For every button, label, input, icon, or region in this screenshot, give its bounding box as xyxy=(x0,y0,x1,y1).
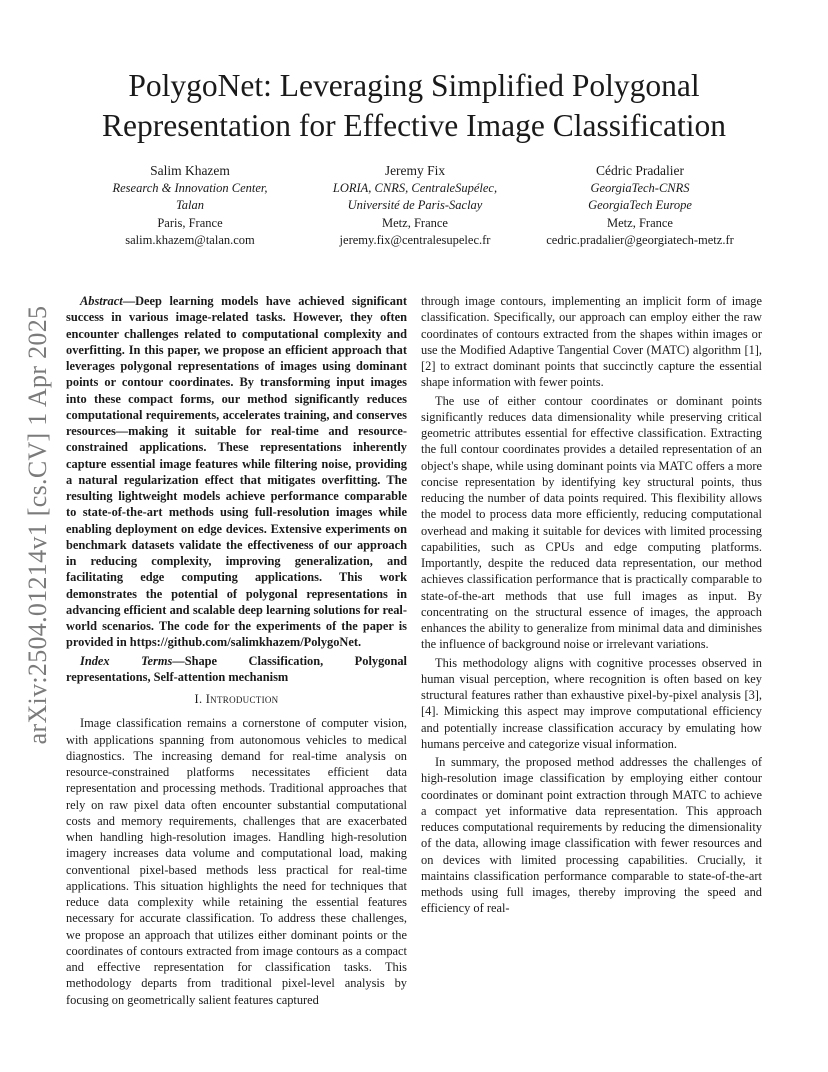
body-paragraph-3: This methodology aligns with cognitive processes observed in human visual perception, where recognition is often based on key structural features rather than exhaustive pixel-by-pixel analysis [3], [4]. Mimicking this aspect may improve computational efficiency and potentially increase classification accuracy by emulating how humans perceive and categorize visual information. xyxy=(421,655,762,751)
section-title: Introduction xyxy=(205,692,279,706)
author-affiliation: GeorgiaTech Europe xyxy=(588,198,692,212)
author-affiliation: Talan xyxy=(175,198,205,212)
author-email: jeremy.fix@centralesupelec.fr xyxy=(339,233,491,247)
section-numeral: I. xyxy=(194,692,206,706)
author-3 xyxy=(520,162,760,250)
paper-title-line-1: PolygoNet: Leveraging Simplified Polygonal xyxy=(128,68,700,103)
author-name: Jeremy Fix xyxy=(384,163,446,178)
arxiv-identifier-text: arXiv:2504.01214v1 [cs.CV] 1 Apr 2025 xyxy=(23,305,52,745)
author-name: Salim Khazem xyxy=(150,163,230,178)
index-terms xyxy=(66,653,407,686)
body-paragraph-4: In summary, the proposed method addresses the challenges of high-resolution image classification by employing either contour coordinates or dominant point extraction through MATC to achieve a compact yet informative data representation. This approach reduces computational requirements by reducing the dimensionality of the data, allowing image classification with fewer resources and on devices with limited processing capabilities. Crucially, it maintains classification performance comparable to state-of-the-art methods using full images, thereby improving the speed and efficiency of real- xyxy=(421,755,762,916)
author-affiliation: LORIA, CNRS, CentraleSupélec, xyxy=(332,180,498,195)
index-terms-text: —Shape Classification, Polygonal representations, Self-attention mechanism xyxy=(66,653,408,684)
author-affiliation: GeorgiaTech-CNRS xyxy=(590,180,690,195)
index-terms-label: Index Terms xyxy=(80,653,173,668)
intro-paragraph-1: Image classification remains a cornerstone of computer vision, with applications spanning from autonomous vehicles to medical diagnostics. The increasing demand for real-time analysis on resource-constrained platforms necessitates efficient data representation and processing methods. Traditional approaches that rely on raw pixel data often encounter substantial computational costs and memory requirements, challenges that are exacerbated when handling high-resolution images. Handling high-resolution imagery increases data volume and computational load, making conventional pixel-based methods less practical for real-time applications. This situation highlights the need for techniques that reduce data complexity while retaining the essential features necessary for accurate classification. To address these challenges, we propose an approach that utilizes either dominant points or the coordinates of contours extracted from image contours as a compact and effective representation for classification tasks. This methodology departs from traditional pixel-level analysis by focusing on geometrically salient features captured xyxy=(66,716,407,1007)
author-email: salim.khazem@talan.com xyxy=(125,233,255,247)
author-block xyxy=(70,162,760,252)
body-columns xyxy=(0,293,828,1007)
paper-title xyxy=(60,66,768,146)
author-location: Metz, France xyxy=(382,215,448,230)
body-paragraph-1: through image contours, implementing an implicit form of image classification. Specifically, our approach can employ either the raw coordinates of contours extracted from the shapes within images or use the Modified Adaptive Tangential Cover (MATC) algorithm [1], [2] to extract dominant points that succinctly capture the essential shape information with fewer points. xyxy=(421,294,762,390)
section-heading xyxy=(66,691,407,707)
author-1 xyxy=(70,162,310,250)
author-location: Paris, France xyxy=(157,215,223,230)
right-column xyxy=(421,293,762,919)
body-paragraph-2: The use of either contour coordinates or dominant points significantly reduces data dimensionality while preserving critical geometric attributes essential for effective classification. Extracting the full contour coordinates provides a detailed representation of an object's shape, while using dominant points via MATC offers a more concise representation by identifying key structural points, thus reducing the number of data points required. This flexibility allows the model to process data more efficiently, reducing computational overhead and making it suitable for devices with limited processing capabilities, such as CPUs and edge computing platforms. Importantly, despite the reduced data representation, our method achieves classification performance that is practically comparable to state-of-the-art methods that use full images as input. By concentrating on the structural essence of images, the approach enhances the ability to generalize from minimal data and diminishes the influence of background noise or irrelevant variations. xyxy=(421,393,762,652)
author-affiliation: Research & Innovation Center, xyxy=(112,180,268,195)
paper-title-line-2: Representation for Effective Image Classification xyxy=(102,108,726,143)
abstract xyxy=(66,293,407,651)
author-email: cedric.pradalier@georgiatech-metz.fr xyxy=(546,233,734,247)
abstract-label: Abstract xyxy=(80,294,123,308)
author-2 xyxy=(295,162,535,250)
author-affiliation: Université de Paris-Saclay xyxy=(347,198,483,212)
abstract-text: —Deep learning models have achieved significant success in various image-related tasks. However, they often encounter challenges related to computational complexity and overfitting. In this paper, we propose an efficient approach that leverages polygonal representations of images using dominant points or contour coordinates. By transforming input images into these compact forms, our method significantly reduces computational requirements, accelerates training, and conserves resources—making it suitable for real-time and resource-constrained applications. These representations inherently capture essential image features while filtering noise, providing a natural regularization effect that mitigates overfitting. The resulting lightweight models achieve performance comparable to state-of-the-art methods using full-resolution images while enabling deployment on edge devices. Extensive experiments on benchmark datasets validate the effectiveness of our approach in reducing complexity, improving generalization, and facilitating edge computing applications. This work demonstrates the potential of polygonal representations in advancing efficient and scalable deep learning solutions for real-world scenarios. The code for the experiments of the paper is provided in https://github.com/salimkhazem/PolygoNet. xyxy=(66,294,407,650)
left-column xyxy=(66,293,407,1010)
author-location: Metz, France xyxy=(607,215,673,230)
author-name: Cédric Pradalier xyxy=(595,163,685,178)
